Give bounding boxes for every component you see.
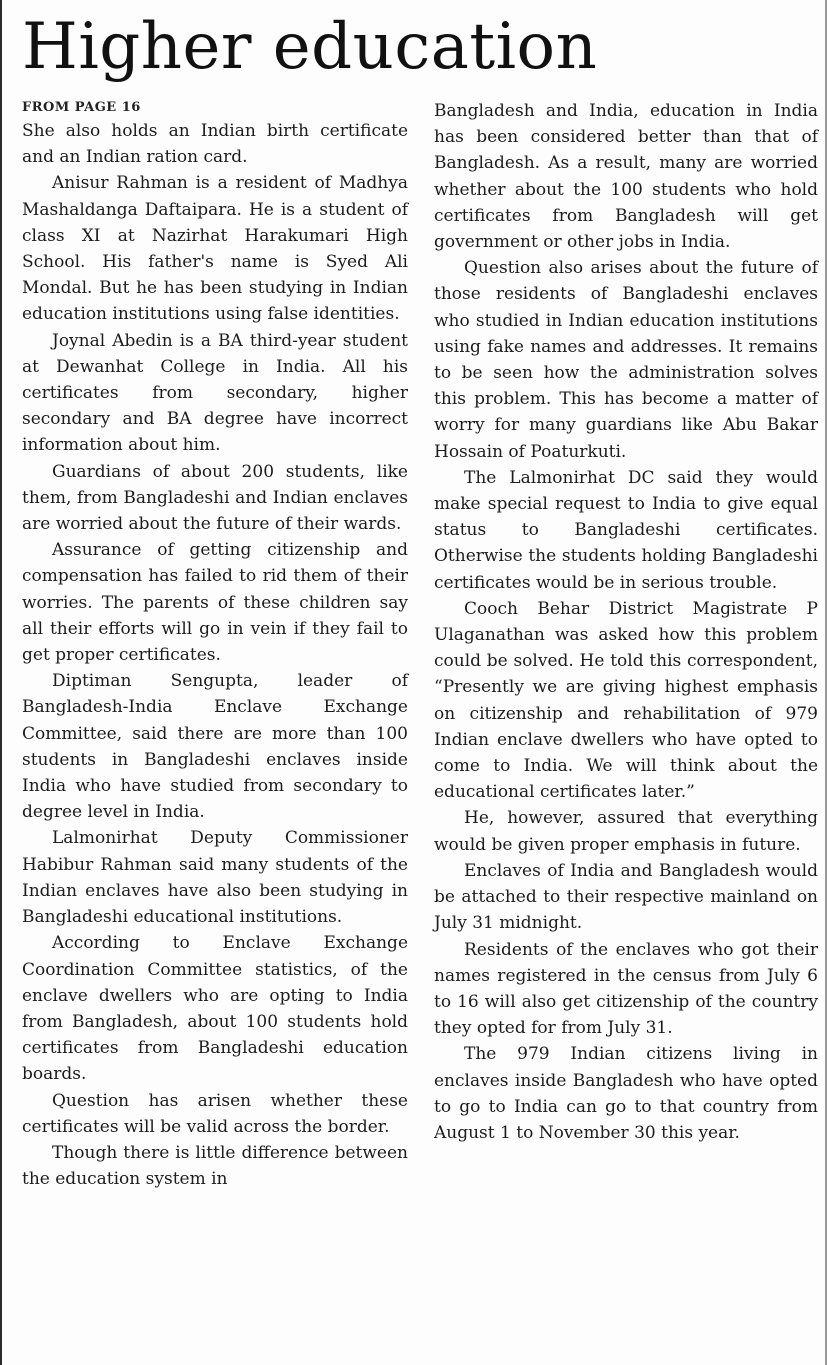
paragraph: The Lalmonirhat DC said they would make special request to India to give equal status to Bangladeshi certificates. Otherwise the students holding Bangladeshi certificates would be in serious trouble. bbox=[434, 467, 818, 593]
paragraph: She also holds an Indian birth certificate and an Indian ration card. bbox=[22, 121, 408, 168]
paragraph: He, however, assured that everything would be given proper emphasis in future. bbox=[434, 808, 818, 855]
paragraph: Lalmonirhat Deputy Commissioner Habibur Rahman said many students of the Indian enclaves have also been studying in Bangladeshi educational institutions. bbox=[22, 828, 408, 928]
continued-from-label: FROM PAGE 16 bbox=[22, 100, 141, 115]
paragraph: The 979 Indian citizens living in enclaves inside Bangladesh who have opted to go to India can go to that country from August 1 to November 30 this year. bbox=[434, 1044, 818, 1143]
paragraph: Cooch Behar District Magistrate P Ulaganathan was asked how this problem could be solved. He told this correspondent, “Presently we are giving highest emphasis on citizenship and rehabilitation of 979 Indian enclave dwellers who have opted to come to India. We will think about the educational certificates later.” bbox=[434, 598, 818, 803]
paragraph: Though there is little difference between the education system in bbox=[22, 1142, 408, 1190]
paragraph: Assurance of getting citizenship and compensation has failed to rid them of their worries. The parents of these children say all their efforts will go in vein if they fail to get proper certificates. bbox=[22, 540, 408, 666]
paragraph: Anisur Rahman is a resident of Madhya Mashaldanga Daftaipara. He is a student of class XI at Nazirhat Harakumari High School. His father's name is Syed Ali Mondal. But he has been studying in Indian education institutions using false identities. bbox=[22, 173, 408, 325]
paragraph: Joynal Abedin is a BA third-year student at Dewanhat College in India. All his certificates from secondary, higher secondary and BA degree have incorrect information about him. bbox=[22, 330, 408, 456]
paragraph: Question has arisen whether these certificates will be valid across the border. bbox=[22, 1090, 408, 1137]
paragraph: Bangladesh and India, education in India has been considered better than that of Bangladesh. As a result, many are worried whether about the 100 students who hold certificates from Bangladesh will get government or other jobs in India. bbox=[434, 101, 818, 253]
paragraph: Guardians of about 200 students, like them, from Bangladeshi and Indian enclaves are worried about the future of their wards. bbox=[22, 461, 408, 535]
left-column bbox=[22, 98, 408, 1192]
paragraph: Diptiman Sengupta, leader of Bangladesh-India Enclave Exchange Committee, said there are more than 100 students in Bangladeshi enclaves inside India who have studied from secondary to degree level in India. bbox=[22, 671, 408, 823]
headline: Higher education bbox=[22, 10, 598, 84]
right-column bbox=[434, 98, 818, 1146]
paragraph: Residents of the enclaves who got their names registered in the census from July 6 to 16 will also get citizenship of the country they opted for from July 31. bbox=[434, 939, 818, 1039]
paragraph: According to Enclave Exchange Coordination Committee statistics, of the enclave dwellers who are opting to India from Bangladesh, about 100 students hold certificates from Bangladeshi education boards. bbox=[22, 933, 408, 1085]
paragraph: Question also arises about the future of those residents of Bangladeshi enclaves who studied in Indian education institutions using fake names and addresses. It remains to be seen how the administration solves this problem. This has become a matter of worry for many guardians like Abu Bakar Hossain of Poaturkuti. bbox=[434, 258, 818, 462]
paragraph: Enclaves of India and Bangladesh would be attached to their respective mainland on July 31 midnight. bbox=[434, 860, 818, 934]
